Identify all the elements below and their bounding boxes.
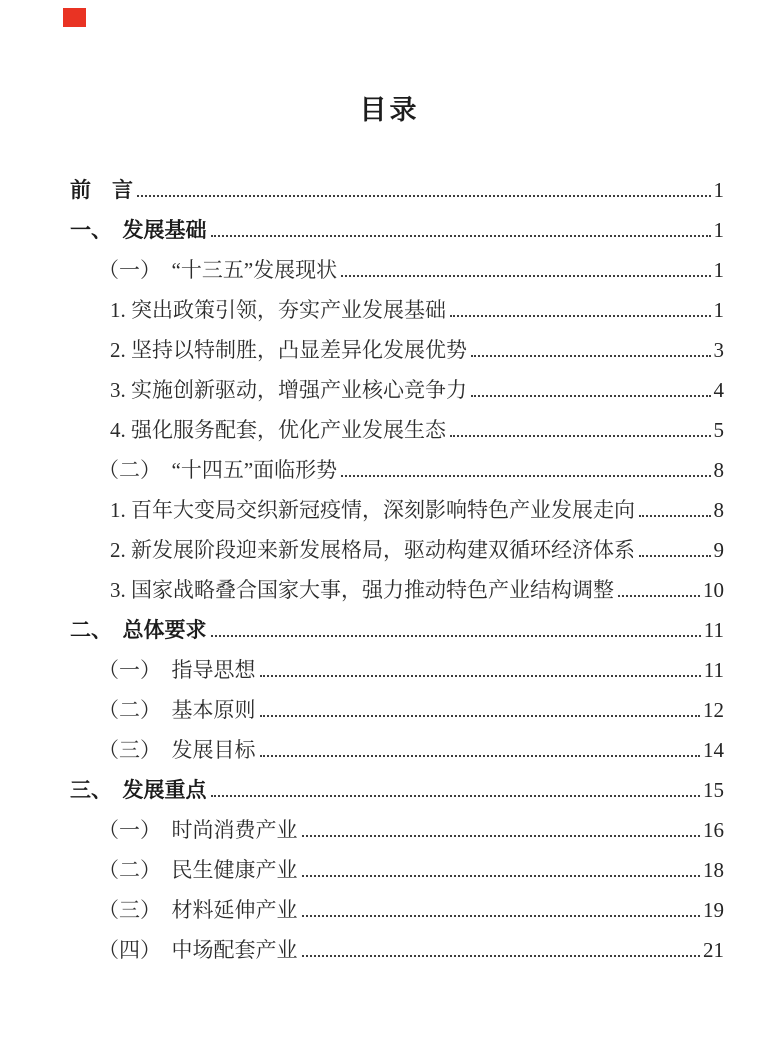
table-of-contents [70,170,724,970]
dot-leader [639,555,711,557]
toc-page-number: 1 [713,178,724,202]
toc-page-number: 5 [713,418,724,442]
dot-leader [450,315,711,317]
toc-page-number: 18 [703,858,724,882]
toc-entry[interactable] [70,730,724,770]
toc-entry-label: 三、 发展重点 [70,779,207,802]
toc-entry-label: 2. 新发展阶段迎来新发展格局，驱动构建双循环经济体系 [110,538,635,562]
toc-entry[interactable] [70,410,724,450]
toc-page-number: 1 [713,298,724,322]
dot-leader [260,715,701,717]
toc-entry[interactable] [70,250,724,290]
toc-page-number: 11 [703,618,724,642]
toc-entry[interactable] [70,850,724,890]
dot-leader [618,595,700,597]
toc-page-number: 8 [713,458,724,482]
dot-leader [260,675,701,677]
toc-entry-label: 1. 突出政策引领，夯实产业发展基础 [110,298,446,322]
toc-entry-label: 1. 百年大变局交织新冠疫情，深刻影响特色产业发展走向 [110,498,635,522]
dot-leader [450,435,711,437]
toc-entry[interactable] [70,490,724,530]
toc-entry[interactable] [70,370,724,410]
toc-entry-label: （一） “十三五”发展现状 [98,258,338,282]
toc-entry-label: （四） 中场配套产业 [98,938,298,962]
toc-entry-label: 2. 坚持以特制胜，凸显差异化发展优势 [110,338,467,362]
dot-leader [211,635,701,637]
toc-page-number: 11 [703,658,724,682]
dot-leader [211,795,701,797]
toc-page-number: 1 [713,218,724,242]
toc-page-number: 16 [703,818,724,842]
dot-leader [341,475,710,477]
toc-entry-label: （一） 指导思想 [98,658,256,682]
toc-entry-label: （三） 材料延伸产业 [98,898,298,922]
toc-page-number: 1 [713,258,724,282]
toc-entry[interactable] [70,810,724,850]
toc-entry[interactable] [70,290,724,330]
toc-entry[interactable] [70,690,724,730]
toc-entry-label: （二） 基本原则 [98,698,256,722]
toc-entry[interactable] [70,330,724,370]
dot-leader [302,875,701,877]
toc-page-number: 8 [713,498,724,522]
toc-entry[interactable] [70,210,724,250]
toc-entry-label: （三） 发展目标 [98,738,256,762]
toc-page-number: 21 [703,938,724,962]
page-title: 目录 [359,95,420,125]
dot-leader [137,195,711,197]
toc-page-number: 3 [713,338,724,362]
dot-leader [471,395,711,397]
toc-entry[interactable] [70,530,724,570]
dot-leader [211,235,711,237]
toc-entry-label: 3. 国家战略叠合国家大事，强力推动特色产业结构调整 [110,578,614,602]
toc-entry[interactable] [70,770,724,810]
toc-page-number: 4 [713,378,724,402]
toc-entry[interactable] [70,650,724,690]
toc-page-number: 9 [713,538,724,562]
dot-leader [471,355,711,357]
toc-entry[interactable] [70,890,724,930]
toc-page-number: 10 [703,578,724,602]
toc-entry[interactable] [70,450,724,490]
dot-leader [260,755,701,757]
dot-leader [302,915,701,917]
toc-entry-label: 前 言 [70,179,133,202]
toc-entry-label: 4. 强化服务配套，优化产业发展生态 [110,418,446,442]
toc-entry-label: （二） 民生健康产业 [98,858,298,882]
toc-entry[interactable] [70,170,724,210]
toc-page-number: 19 [703,898,724,922]
dot-leader [302,835,701,837]
dot-leader [341,275,710,277]
toc-entry-label: （二） “十四五”面临形势 [98,458,338,482]
toc-entry[interactable] [70,930,724,970]
toc-entry-label: （一） 时尚消费产业 [98,818,298,842]
toc-entry-label: 二、 总体要求 [70,619,207,642]
toc-page-number: 12 [703,698,724,722]
toc-entry-label: 一、 发展基础 [70,219,207,242]
red-marker [63,8,86,27]
toc-entry-label: 3. 实施创新驱动，增强产业核心竞争力 [110,378,467,402]
dot-leader [302,955,701,957]
dot-leader [639,515,711,517]
toc-entry[interactable] [70,610,724,650]
toc-entry[interactable] [70,570,724,610]
toc-page-number: 15 [703,778,724,802]
toc-page-number: 14 [703,738,724,762]
